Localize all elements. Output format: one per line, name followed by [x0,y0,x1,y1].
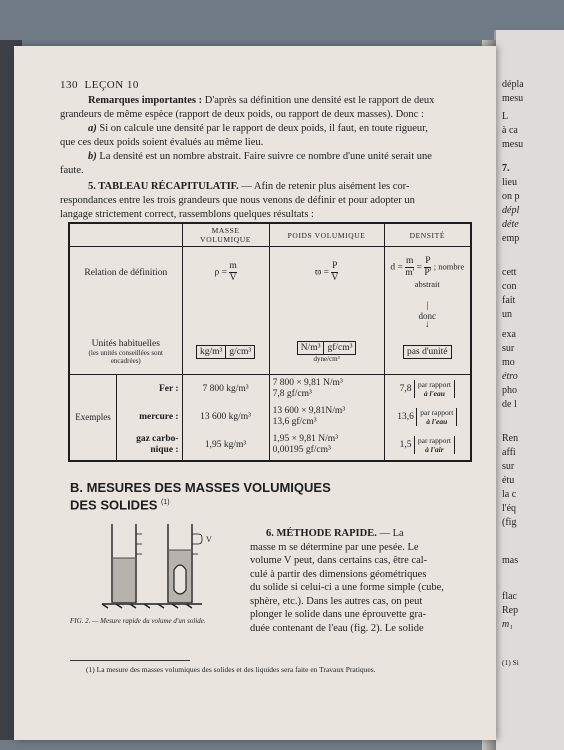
next-page-fragment: mas [502,555,519,566]
example-masse: 13 600 kg/m³ [182,403,269,431]
page-number: 130 [60,79,78,91]
relation-densite [384,247,471,299]
next-page-fragment: cett [502,267,517,278]
units-densite [384,331,471,375]
lesson-label: LEÇON 10 [84,79,139,91]
next-page-fragment: affi [502,447,516,458]
next-page-fragment: lieu [502,177,517,188]
unit-box: pas d'unité [403,345,452,359]
section-b-title: DES SOLIDES [70,497,158,513]
next-page-fragment: con [502,281,517,292]
table-row [69,299,471,331]
next-page-fragment: de l [502,399,517,410]
examples-label: Exemples [75,412,111,423]
fraction [229,261,236,284]
example-name: gaz carbo-nique : [117,431,183,461]
next-page-fragment: déte [502,219,519,230]
reference-bracket [416,408,457,426]
next-page-fragment: étro [502,371,518,382]
equals-sign: = [416,262,423,273]
unit-extra: dyne/cm³ [313,355,340,364]
next-page-fragment: (1) Si [502,658,519,667]
header-poids: POIDS VOLUMIQUE [269,223,384,247]
next-page-fragment: l'éq [502,503,517,514]
numerator: m [406,255,414,266]
next-page-fragment: exa [502,329,516,340]
fraction [405,256,414,279]
volume-label: V [206,535,212,544]
remark-a-text: que ces deux poids soient évalués au même lieu. [60,137,264,148]
ref-line: à l'air [425,445,444,454]
donc-label: donc [418,310,437,321]
fraction [424,256,431,279]
next-page-fragment: emp [502,233,520,244]
poids-value: 1,95 × 9,81 N/m³ [272,434,339,444]
next-page-fragment: mesu [502,139,524,150]
section-5-line: — Afin de retenir plus aisément les cor- [241,181,410,192]
table-corner [69,223,182,247]
next-page-fragment: fait [502,295,516,306]
next-page-fragment: 7. [502,163,510,174]
poids-value: 13,6 gf/cm³ [272,416,317,427]
table-row [69,403,471,431]
next-page-fragment: mo [502,357,515,368]
fraction [331,261,338,284]
example-densite [384,375,471,403]
relation-lhs: d = [390,262,403,273]
next-page-fragment: (fig [502,517,517,528]
next-page-fragment: à ca [502,125,518,136]
denominator: P' [424,267,432,278]
remarks-title: Remarques importantes : [88,95,203,106]
relation-lhs: ρ = [214,267,227,278]
header-densite: DENSITÉ [384,223,471,247]
densite-value: 1,5 [399,440,412,451]
units-note: (les unités conseillées sont encadrées) [88,349,164,366]
section-6-line: volume V peut, dans certains cas, être cal- [250,555,428,566]
remark-b-text: La densité est un nombre abstrait. Faire suivre ce nombre d'une unité serait une [99,151,432,162]
ref-line: par rapport [420,407,454,417]
example-densite [384,403,471,431]
section-b-title: B. MESURES DES MASSES VOLUMIQUES [70,480,331,495]
section-6-line: — La [379,528,404,539]
numerator: P [332,261,338,272]
reference-bracket [414,436,455,454]
section-6-line: sphère, etc.). Dans les autres cas, on peut [250,595,423,607]
section-6-paragraph [250,527,476,635]
table-row [69,375,471,403]
denominator: V [229,273,237,284]
relation-poids [269,247,384,299]
example-masse: 7 800 kg/m³ [182,375,269,403]
next-page-fragment: Ren [502,433,519,444]
poids-value: 7,8 gf/cm³ [272,388,312,399]
unit-box: g/cm³ [226,345,255,359]
page-header [60,79,139,91]
section-b-heading [70,480,410,512]
figure-caption: FIG. 2. — Mesure rapide du volume d'un solide. [70,617,206,625]
densite-value: 7,8 [399,383,412,394]
example-name: mercure : [117,403,183,431]
example-poids [269,403,384,431]
section-5-line: langage strictement correct, rassemblons quelques résultats : [60,209,314,220]
relation-masse [182,247,269,299]
next-page-fragment: dépl [502,205,520,216]
next-page-fragment: un [502,309,512,320]
reference-bracket [414,380,455,398]
next-page-fragment: on p [502,191,520,202]
next-page-fragment: mesu [502,93,524,104]
denominator: V [331,273,339,284]
abstract-number-note: ; nombre abstrait [414,261,465,289]
header-masse: MASSE VOLUMIQUE [182,223,269,247]
section-5-intro [60,180,472,222]
next-page-fragment: L [502,111,509,122]
cylinder-diagram [72,520,242,610]
section-6-line: duée contenant de l'eau (fig. 2). Le solide [250,622,424,634]
example-masse: 1,95 kg/m³ [182,431,269,461]
remark-b-label: b) [88,151,97,162]
next-page-edge [494,30,564,750]
table-row [69,331,471,375]
example-name: Fer : [117,375,183,403]
next-page-fragment: la c [502,489,517,500]
relation-lhs: ϖ = [314,267,329,278]
remarks-line: D'après sa définition une densité est le rapport de deux [204,95,435,106]
ref-line: par rapport [417,379,451,389]
poids-value: 0,00195 gf/cm³ [272,445,331,455]
arrow-down-icon: ↓ [424,319,430,330]
footnote-divider [70,660,190,661]
densite-value: 13,6 [397,411,414,422]
unit-box: gf/cm³ [324,341,356,355]
next-page-fragment: m₁ [502,619,513,630]
example-poids [269,431,384,461]
numerator: P [425,255,431,266]
remarks-line: grandeurs de même espèce (rapport de deux poids, ou rapport de deux masses). Donc : [60,109,424,120]
next-page-fragment: sur [502,343,515,354]
remark-a-label: a) [88,123,97,134]
remark-b-text: faute. [60,165,84,176]
remark-a-text: Si on calcule une densité par le rapport de deux poids, il faut, en toute rigueur, [99,123,428,134]
example-poids [269,375,384,403]
next-page-fragment: flac [502,591,517,602]
unit-box: N/m³ [297,341,325,355]
next-page-fragment: étu [502,475,515,486]
poids-value: 13 600 × 9,81N/m³ [272,405,346,416]
section-5-line: respondances entre les trois grandeurs que nous venons de définir et pour adopter un [60,195,415,206]
donc-arrow [384,299,471,331]
example-densite [384,431,471,461]
denominator: m' [405,267,415,278]
recap-table [68,222,472,462]
arrow-icon: | [426,300,429,311]
table-header-row [69,223,471,247]
footnote: (1) La mesure des masses volumiques des solides et des liquides sera faite en Travaux Pratiques. [86,665,376,674]
next-page-fragment: dépla [502,79,524,90]
figure-graduated-cylinders [72,520,242,610]
next-page-fragment: Rep [502,605,519,616]
unit-box: kg/m³ [196,345,226,359]
ref-line: à l'eau [426,416,448,426]
section-6-line: masse m se détermine par une pesée. Le [250,541,419,553]
section-6-title: 6. MÉTHODE RAPIDE. [266,528,377,539]
section-6-line: culé à partir des dimensions géométriques [250,568,427,580]
numerator: m [229,261,237,272]
section-6-line: plonger le solide dans une éprouvette gra- [250,609,427,620]
ref-line: à l'eau [423,388,445,398]
units-masse [182,331,269,375]
section-5-title: 5. TABLEAU RÉCAPITULATIF. [88,181,239,192]
relation-label: Relation de définition [84,267,168,278]
table-row [69,431,471,461]
next-page-fragment: pho [502,385,517,396]
units-label-cell [69,331,182,375]
poids-value: 7 800 × 9,81 N/m³ [272,377,343,388]
remarks-paragraph [60,94,472,178]
units-poids [269,331,384,375]
table-row [69,247,471,299]
footnote-ref: (1) [161,499,170,506]
section-6-line: du solide si celui-ci a une forme simple (cube, [250,582,444,593]
ref-line: par rapport [417,436,451,445]
next-page-fragment: sur [502,461,515,472]
units-label: Unités habituelles [91,339,160,350]
